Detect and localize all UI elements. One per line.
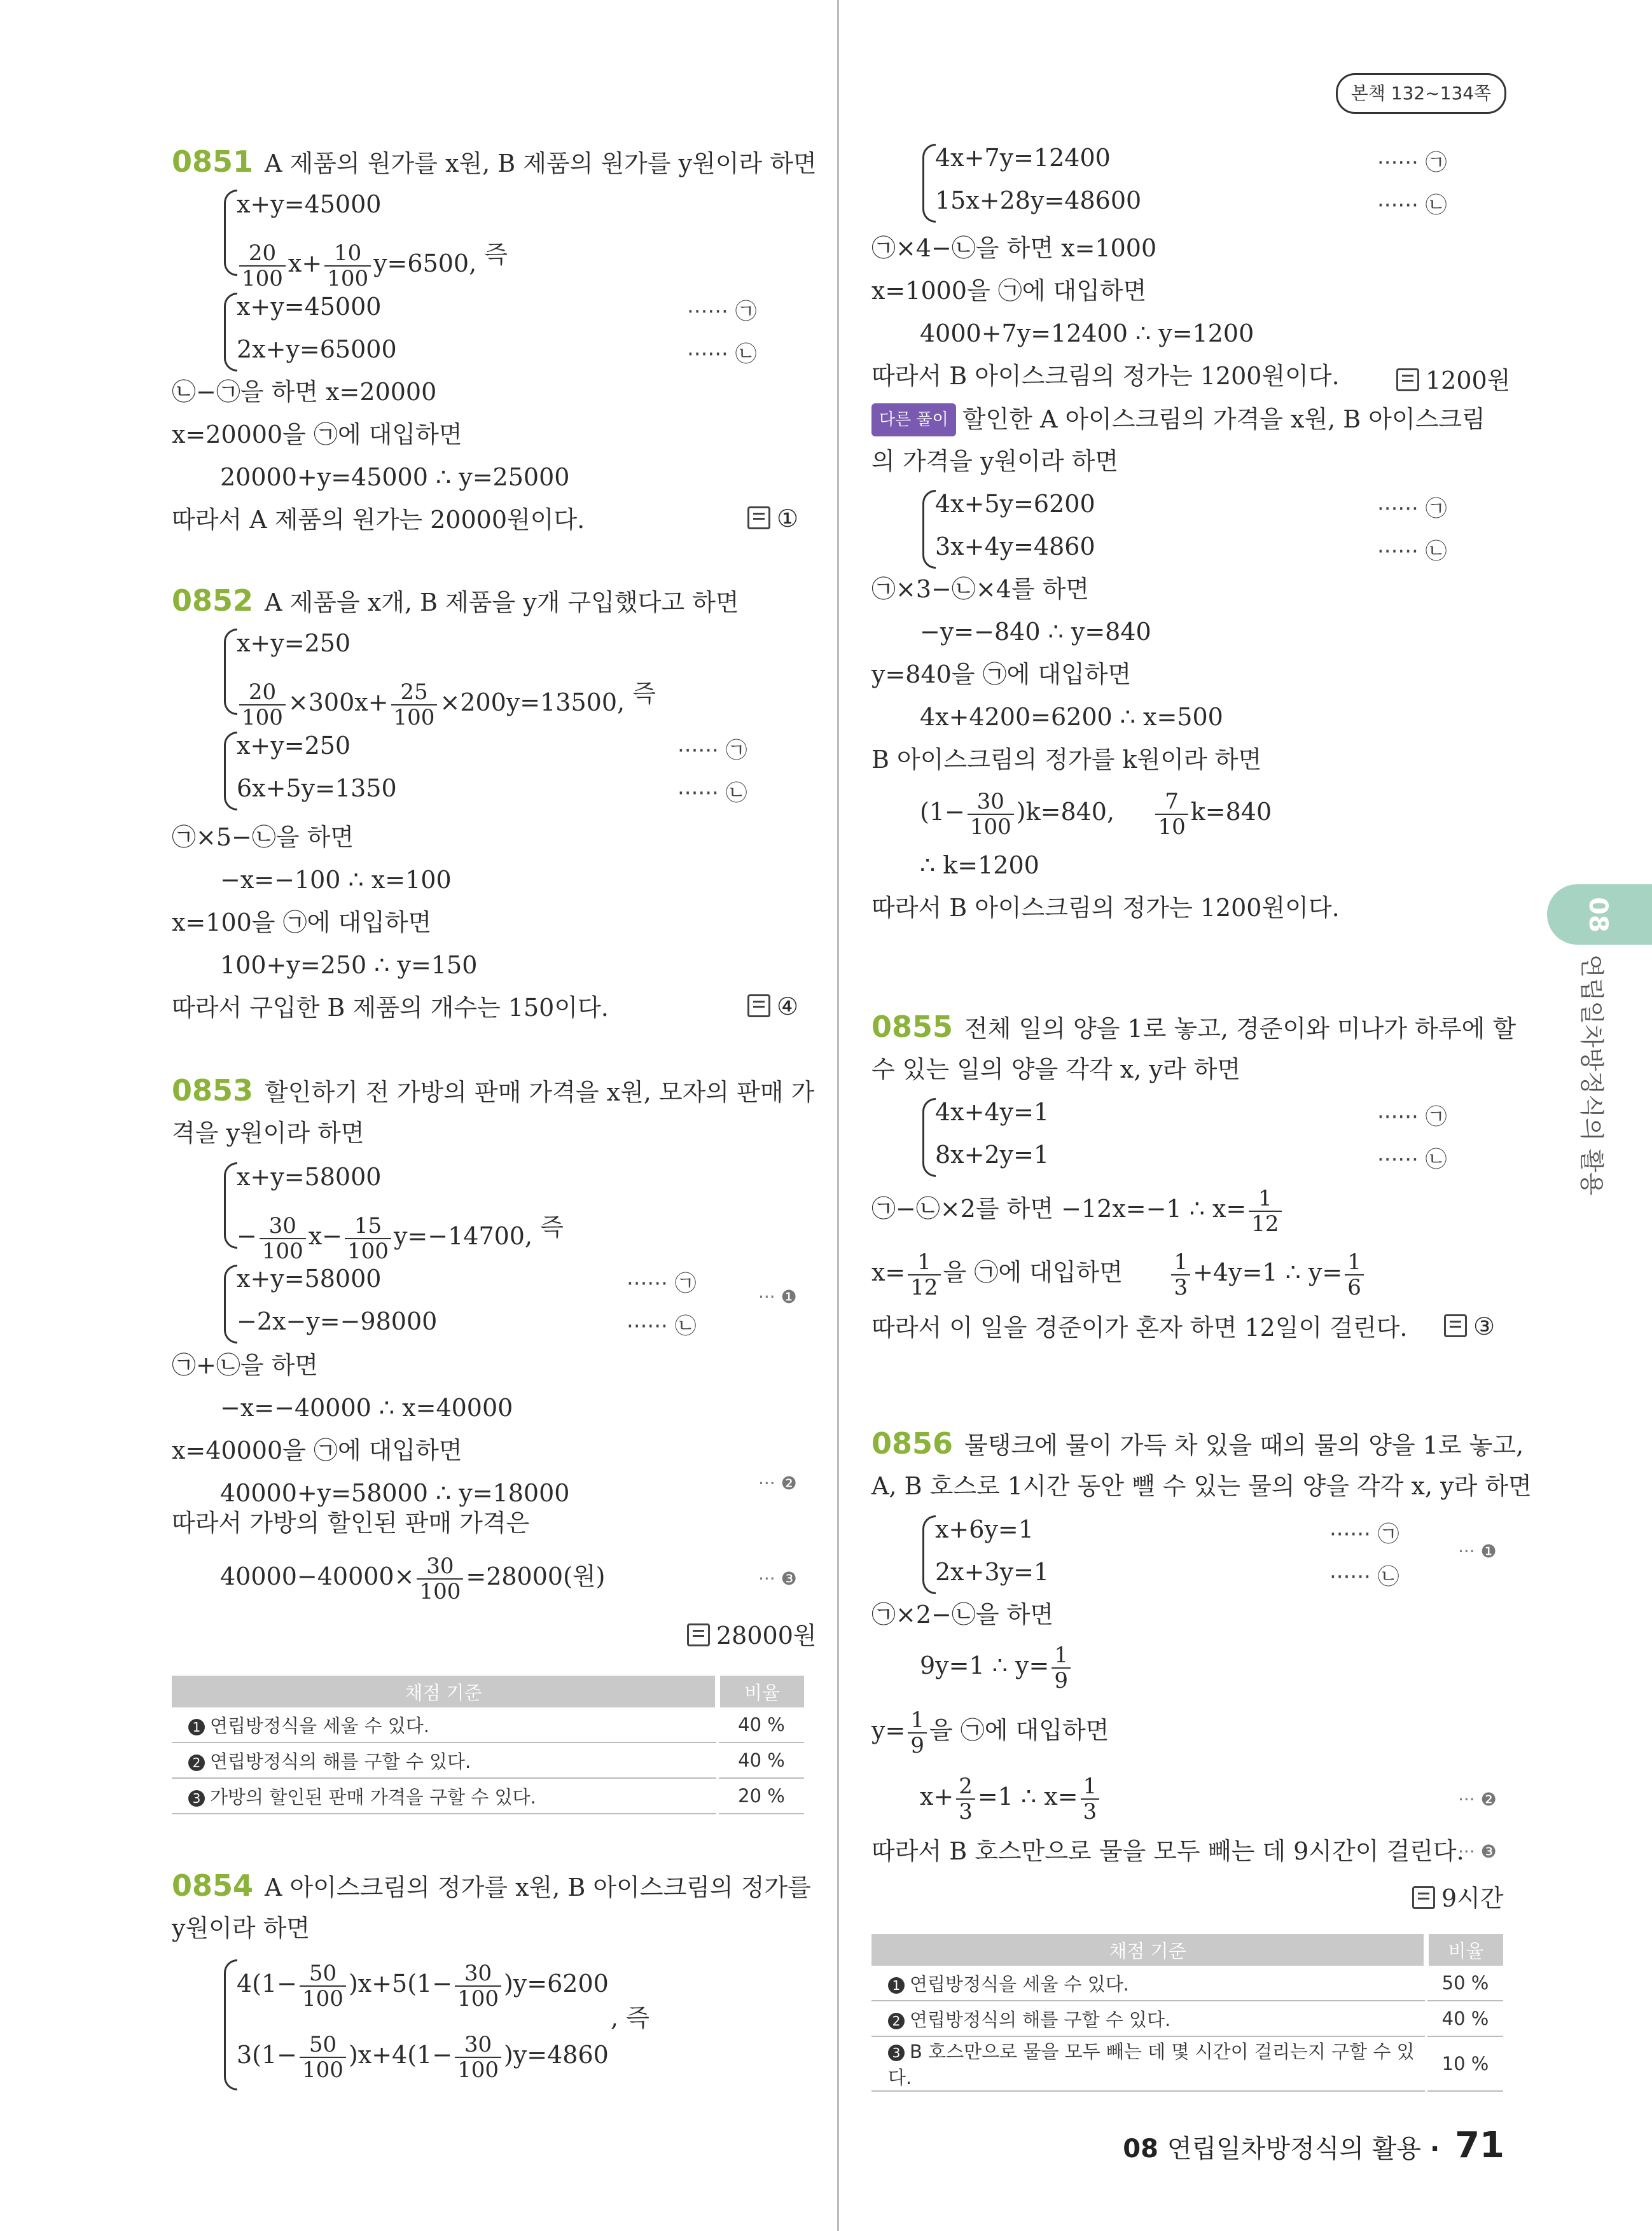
equation: 4x+4y=1 [935,1098,1050,1126]
solution-line: ㉠×5−㉡을 하면 [172,823,354,851]
alt-solution-line: y=840을 ㉠에 대입하면 [871,660,1132,688]
brace [922,1098,936,1177]
label-mark: ······ ㉠ [1377,496,1447,522]
footer-chapter: 08 [1123,2134,1158,2164]
solution-line: ㉠+㉡을 하면 [172,1351,319,1379]
label-mark: ······ ㉡ [677,781,747,806]
equation: x+y=45000 [237,190,382,218]
brace [224,629,237,715]
problem-0856-intro2: A, B 호스로 1시간 동안 뺄 수 있는 물의 양을 각각 x, y라 하면 [871,1472,1532,1500]
solution-line: 따라서 B 호스만으로 물을 모두 빼는 데 9시간이 걸린다. [871,1837,1464,1865]
equation: −2x−y=−98000 [237,1307,438,1335]
jeuk-label: , 즉 [611,2004,649,2032]
answer: ③ [1444,1312,1495,1340]
solution-line: ㉠×4−㉡을 하면 x=1000 [871,234,1157,262]
problem-0852-intro: 0852 A 제품을 x개, B 제품을 y개 구입했다고 하면 [172,583,739,618]
solution-line: −x=−40000 ∴ x=40000 [220,1394,513,1422]
answer-icon [747,506,770,529]
problem-0855-intro: 0855 전체 일의 양을 1로 놓고, 경준이와 미나가 하루에 할 [871,1010,1517,1044]
grading-table [871,1934,1503,2092]
alt-solution-badge: 다른 풀이 [871,403,956,436]
problem-0855-intro2: 수 있는 일의 양을 각각 x, y라 하면 [871,1055,1241,1083]
solution-line: y= $\frac{1}{9}$ 을 ㉠에 대입하면 [871,1707,1109,1758]
solution-line: 따라서 B 아이스크림의 정가는 1200원이다. [871,362,1340,390]
problem-number: 0855 [871,1010,954,1044]
footer-title: 연립일차방정식의 활용 [1167,2134,1422,2164]
solution-line: x=1000을 ㉠에 대입하면 [871,277,1147,305]
answer-icon [1412,1886,1435,1909]
label-mark: ······ ㉠ [627,1271,697,1296]
equation: x+y=58000 [237,1265,382,1293]
equation: 2x+y=65000 [237,335,397,363]
solution-line: ㉡−㉠을 하면 x=20000 [172,378,437,406]
step-marker: ··· ❷ [758,1473,797,1494]
solution-line: 4000+7y=12400 ∴ y=1200 [920,319,1254,347]
label-mark: ······ ㉡ [687,342,757,367]
solution-line: x+ $\frac{2}{3}$ =1 ∴ x= $\frac{1}{3}$ [920,1771,1102,1824]
label-mark: ······ ㉡ [1377,193,1447,218]
alt-solution-line: ∴ k=1200 [920,851,1039,879]
brace [224,1265,237,1344]
label-mark: ······ ㉠ [1377,150,1447,176]
solution-line: ㉠×2−㉡을 하면 [871,1601,1054,1629]
alt-solution-line: −y=−840 ∴ y=840 [920,618,1151,646]
table-row: 3 가방의 할인된 판매 가격을 구할 수 있다. 20 % [172,1778,804,1814]
brace [922,490,936,569]
equation: x+y=250 [237,732,351,760]
step-marker: ··· ❶ [1458,1541,1497,1562]
equation: 3(1− $\frac{50}{100}$ )x+4(1− $\frac{30}{100}$ )y=4860 [237,2031,609,2083]
equation: 4x+7y=12400 [935,144,1111,172]
solution-line: x=100을 ㉠에 대입하면 [172,908,432,936]
brace [224,190,237,276]
equation: − $\frac{30}{100}$ x− $\frac{15}{100}$ y=−14700, 즉 [237,1213,564,1264]
equation: x+6y=1 [935,1515,1034,1543]
brace [224,1162,237,1249]
answer-icon [687,1623,710,1646]
solution-line: 9y=1 ∴ y= $\frac{1}{9}$ [920,1640,1073,1693]
grading-header-ratio: 비율 [718,1676,804,1707]
equation: 15x+28y=48600 [935,186,1142,214]
solution-line: −x=−100 ∴ x=100 [220,866,452,894]
brace [224,1959,237,2090]
grading-header: 채점 기준 [871,1934,1426,1966]
chapter-tab-number: 08 [1583,896,1613,933]
step-marker: ··· ❸ [1458,1841,1497,1862]
alt-solution-line: (1− $\frac{30}{100}$ )k=840, $\frac{7}{10}$ k=840 [920,788,1272,840]
table-row: 2 연립방정식의 해를 구할 수 있다. 40 % [871,2001,1503,2036]
solution-line: x= $\frac{1}{12}$ 을 ㉠에 대입하면 $\frac{1}{3}$ +4y=1 ∴ y= $\frac{1}{6}$ [871,1247,1366,1300]
equation: 2x+3y=1 [935,1558,1050,1586]
column-divider [837,0,839,2231]
brace [922,144,936,223]
label-mark: ······ ㉠ [1329,1522,1399,1547]
answer: 28000원 [687,1616,817,1651]
page-footer: 08 연립일차방정식의 활용 · 71 [1123,2125,1504,2166]
equation: x+y=250 [237,629,351,657]
label-mark: ······ ㉡ [1377,1147,1447,1172]
label-mark: ······ ㉡ [627,1314,697,1339]
equation: x+y=58000 [237,1163,382,1191]
brace [224,732,237,810]
solution-line: 따라서 구입한 B 제품의 개수는 150이다. [172,994,609,1022]
brace [224,293,237,372]
problem-0854-intro2: y원이라 하면 [172,1914,310,1942]
step-marker: ··· ❷ [1458,1789,1497,1810]
equation: 4(1− $\frac{50}{100}$ )x+5(1− $\frac{30}{100}$ )y=6200 [237,1960,609,2012]
problem-0853-intro: 0853 할인하기 전 가방의 판매 가격을 x원, 모자의 판매 가 [172,1073,815,1108]
problem-0851-intro: 0851 A 제품의 원가를 x원, B 제품의 원가를 y원이라 하면 [172,144,817,179]
answer: 1200원 [1396,361,1510,396]
solution-line: x=20000을 ㉠에 대입하면 [172,420,462,448]
step-marker: ··· ❶ [758,1286,797,1307]
table-row: 1 연립방정식을 세울 수 있다. 50 % [871,1966,1503,2001]
answer: 9시간 [1412,1879,1504,1914]
solution-line: 따라서 A 제품의 원가는 20000원이다. [172,506,585,534]
alt-solution-line: 따라서 B 아이스크림의 정가는 1200원이다. [871,894,1340,922]
page-number: 71 [1455,2125,1504,2166]
solution-line: 따라서 가방의 할인된 판매 가격은 [172,1509,530,1537]
chapter-side-title: 연립일차방정식의 활용 [1578,954,1606,1196]
problem-number: 0851 [172,144,254,179]
table-row: 3 B 호스만으로 물을 모두 빼는 데 몇 시간이 걸리는지 구할 수 있다. 10 % [871,2036,1503,2091]
solution-line: 100+y=250 ∴ y=150 [220,951,478,979]
equation: $\frac{20}{100}$ x+ $\frac{10}{100}$ y=6500, 즉 [237,230,508,291]
grading-header: 채점 기준 [172,1676,718,1707]
equation: 3x+4y=4860 [935,532,1095,560]
problem-0854-intro: 0854 A 아이스크림의 정가를 x원, B 아이스크림의 정가를 [172,1868,811,1903]
label-mark: ······ ㉠ [677,738,747,763]
answer-icon [1396,368,1419,391]
label-mark: ······ ㉡ [1329,1564,1399,1590]
table-row: 2 연립방정식의 해를 구할 수 있다. 40 % [172,1742,804,1778]
solution-line: 20000+y=45000 ∴ y=25000 [220,463,570,491]
alt-solution-line: 4x+4200=6200 ∴ x=500 [920,703,1223,731]
label-mark: ······ ㉡ [1377,539,1447,564]
problem-0856-intro: 0856 물탱크에 물이 가득 차 있을 때의 물의 양을 1로 놓고, [871,1426,1524,1461]
equation: x+y=45000 [237,293,382,321]
chapter-tab [1547,884,1652,945]
equation: 4x+5y=6200 [935,490,1095,518]
problem-number: 0854 [172,1868,254,1903]
problem-number: 0853 [172,1073,254,1108]
answer: ① [747,504,798,532]
answer-icon [747,994,770,1017]
equation: 6x+5y=1350 [237,774,397,802]
grading-header-ratio: 비율 [1426,1934,1503,1966]
step-marker: ··· ❸ [758,1568,797,1589]
calculation-line: 40000−40000× $\frac{30}{100}$ =28000(원) [220,1553,606,1604]
problem-number: 0852 [172,583,254,618]
solution-line: 따라서 이 일을 경준이가 혼자 하면 12일이 걸린다. [871,1314,1408,1342]
solution-line: ㉠−㉡×2를 하면 −12x=−1 ∴ x= $\frac{1}{12}$ [871,1183,1284,1236]
alt-solution-line: ㉠×3−㉡×4를 하면 [871,575,1090,603]
solution-line: x=40000을 ㉠에 대입하면 [172,1436,462,1464]
alt-solution-line: 의 가격을 y원이라 하면 [871,447,1119,475]
reference-pill: 본책 132~134쪽 [1336,73,1506,114]
table-row: 1 연립방정식을 세울 수 있다. 40 % [172,1707,804,1742]
problem-number: 0856 [871,1426,954,1461]
grading-table [172,1676,804,1814]
equation: 8x+2y=1 [935,1141,1050,1169]
answer-icon [1444,1314,1467,1337]
brace [922,1515,936,1594]
problem-0853-intro2: 격을 y원이라 하면 [172,1119,364,1147]
equation: $\frac{20}{100}$ ×300x+ $\frac{25}{100}$ ×200y=13500, 즉 [237,669,656,730]
alt-solution-intro: 다른 풀이 할인한 A 아이스크림의 가격을 x원, B 아이스크림 [871,403,1485,436]
solution-line: 40000+y=58000 ∴ y=18000 [220,1479,570,1507]
label-mark: ······ ㉠ [687,299,757,324]
alt-solution-line: B 아이스크림의 정가를 k원이라 하면 [871,746,1262,774]
label-mark: ······ ㉠ [1377,1104,1447,1130]
answer: ④ [747,992,798,1020]
